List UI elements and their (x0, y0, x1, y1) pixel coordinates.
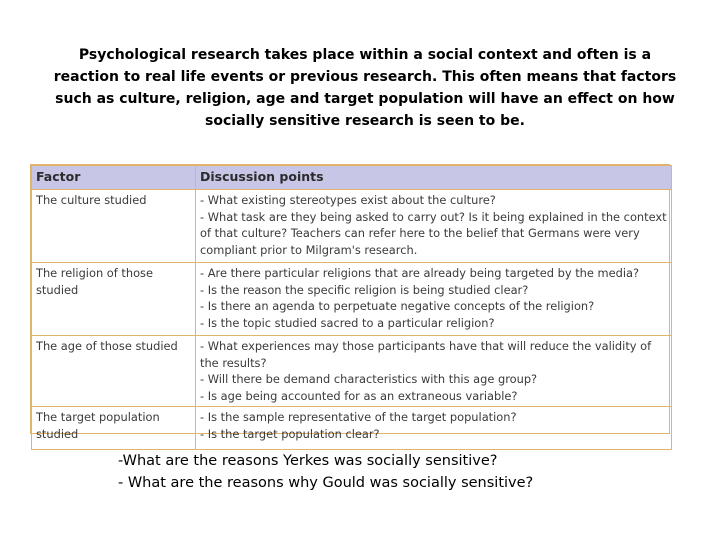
factor-cell: The culture studied (32, 190, 196, 263)
discussion-points-cell: - Are there particular religions that are already being targeted by the media? - Is the reason the specific religion is being studied clear? - Is there an agenda to perpetuate negative concepts of the religion? - Is the topic studied sacred to a particular religion? (196, 263, 672, 336)
table-row (32, 407, 672, 450)
factor-cell: The age of those studied (32, 336, 196, 407)
intro-paragraph: Psychological research takes place within a social context and often is a reaction to real life events or previous research. This often means that factors such as culture, religion, age and target population will have an effect on how socially sensitive research is seen to be. (53, 47, 677, 129)
factors-table (30, 164, 670, 441)
discussion-points-cell: - Is the sample representative of the target population? - Is the target population clear? (196, 407, 672, 450)
factor-cell: The target population studied (32, 407, 196, 450)
header-discussion-points: Discussion points (196, 166, 672, 190)
table-row (32, 263, 672, 336)
discussion-points-cell: - What experiences may those participants have that will reduce the validity of the results? - Will there be demand characteristics with this age group? - Is age being accounted for as an extraneous variable? (196, 336, 672, 407)
table-row (32, 336, 672, 407)
table-row (32, 190, 672, 263)
question-gould: - What are the reasons why Gould was socially sensitive? (118, 475, 534, 491)
question-yerkes: -What are the reasons Yerkes was socially sensitive? (118, 453, 498, 469)
questions-block (118, 450, 678, 494)
discussion-points-cell: - What existing stereotypes exist about the culture? - What task are they being asked to carry out? Is it being explained in the context of that culture? Teachers can refer here to the belief that Germans were very compliant prior to Milgram's research. (196, 190, 672, 263)
factor-cell: The religion of those studied (32, 263, 196, 336)
table-header-row (32, 166, 672, 190)
header-factor: Factor (32, 166, 196, 190)
